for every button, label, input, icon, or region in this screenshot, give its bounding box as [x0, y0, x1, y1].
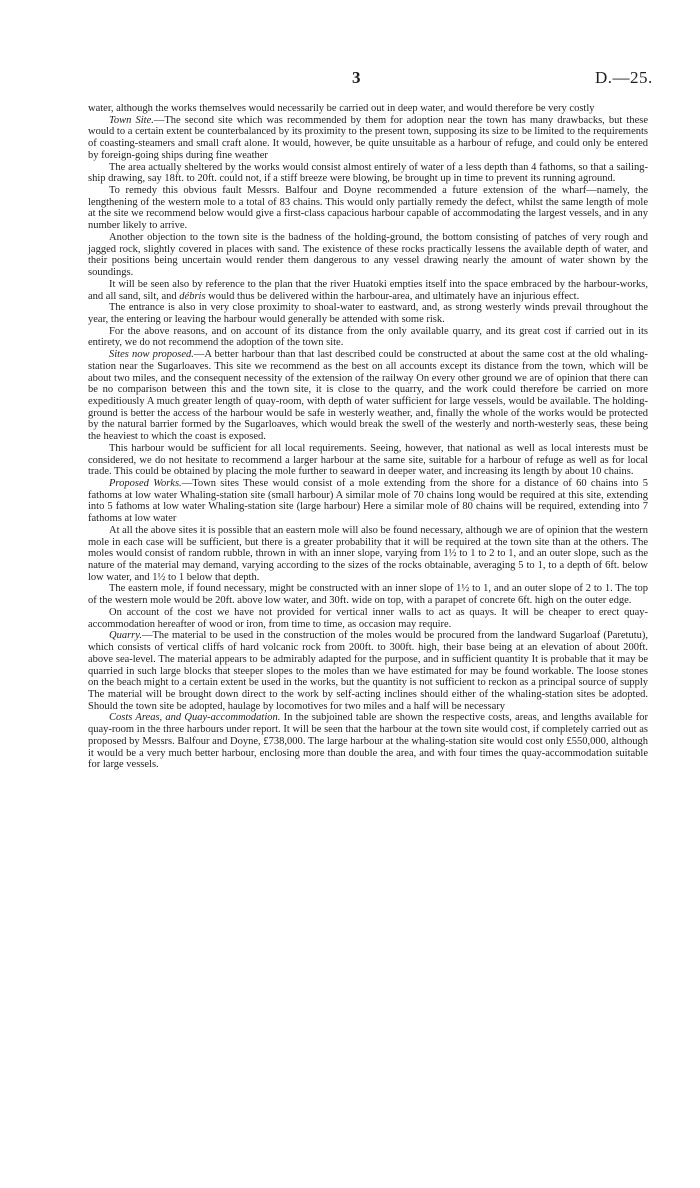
paragraph: [88, 583, 648, 606]
paragraph: [88, 232, 648, 279]
paragraph: [88, 279, 648, 302]
paragraph: [88, 349, 648, 443]
paragraph-text: At all the above sites it is possible that an eastern mole will also be found necessary, although we are of opinion that the western mole in each case will be sufficient, but there is a greater probability that it will be required at the town site than at the others. The moles would consist of random rubble, thrown in with an inner slope, varying from 1½ to 1 to 2 to 1, and an outer slope, such as the nature of the material may demand, varying according to the sizes of the rocks obtainable, averaging 5 to 1, to a depth of 6ft. below low water, and 1½ to 1 below that depth.: [88, 524, 648, 583]
paragraph-text: —Town sites These would consist of a mole extending from the shore for a distance of 60 chains into 5 fathoms at low water Whaling-station site (small harbour) A similar mole of 70 chains long would be required at this site, extending into 5 fathoms at low water Whaling-station site (large harbour) Here a similar mole of 80 chains will be required, extending into 7 fathoms at low water: [88, 478, 648, 525]
paragraph: [88, 630, 648, 712]
paragraph-text: would thus be delivered within the harbour-area, and ultimately have an injurious effect.: [205, 290, 580, 302]
paragraph-text: The entrance is also in very close proximity to shoal-water to eastward, and, as strong westerly winds prevail throughout the year, the entering or leaving the harbour would generally be attended with some risk.: [88, 302, 648, 325]
side-heading: Proposed Works.: [109, 478, 182, 489]
paragraph-text: —The material to be used in the construction of the moles would be procured from the landward Sugarloaf (Paretutu), which consists of vertical cliffs of hard volcanic rock from 200ft. to 300ft. high, their base being at an elevation of about 200ft. above sea-level. The material appears to be admirably adapted for the purpose, and in sufficient quantity It is probable that it may be quarried in such large blocks that steeper slopes to the moles than we have estimated for may be found workable. The loose stones on the beach might to a certain extent be used in the works, but the quantity is not sufficient to reckon as a principal source of supply The material will be brought down direct to the work by self-acting inclines should either of the whaling-station sites be adopted. Should the town site be adopted, haulage by locomotives for two miles and a half will be necessary: [88, 630, 648, 712]
page-number: 3: [352, 68, 361, 87]
paragraph: [88, 525, 648, 584]
paragraph-text: It will be seen also by reference to the plan that the river Huatoki empties itself into the space embraced by the harbour-works, and all sand, silt, and: [88, 278, 648, 302]
side-heading: Costs Areas, and Quay-accommodation.: [109, 712, 281, 724]
paragraph: [88, 607, 648, 630]
paragraph: [88, 103, 648, 115]
side-heading: Town Site.: [109, 114, 154, 126]
italic-word: débris: [179, 290, 206, 302]
page-header: [0, 68, 700, 92]
side-heading: Sites now proposed.: [109, 349, 194, 361]
document-reference: D.—25.: [595, 68, 653, 87]
paragraph-text: For the above reasons, and on account of its distance from the only available quarry, and its great cost if carried out in its entirety, we do not recommend the adoption of the town site.: [88, 325, 648, 349]
paragraph-text: The area actually sheltered by the works would consist almost entirely of water of a less depth than 4 fathoms, so that a sailing-ship drawing, say 18ft. to 20ft. could not, if a stiff breeze were blowing, be brought up in time to prevent its running aground.: [88, 161, 648, 185]
paragraph: [88, 185, 648, 232]
paragraph-text: The eastern mole, if found necessary, might be constructed with an inner slope of 1½ to 1, and an outer slope of 2 to 1. The top of the western mole would be 20ft. above low water, and 30ft. wide on top, with a parapet of concrete 6ft. high on the outer edge.: [88, 583, 648, 607]
paragraph-text: Another objection to the town site is the badness of the holding-ground, the bottom consisting of patches of very rough and jagged rock, slightly covered in places with sand. The existence of these rocks practically lessens the available depth of water, and their positions being uncertain would render them dangerous to any vessel drawing nearly the amount of water shown by the soundings.: [88, 231, 648, 279]
paragraph-text: —A better harbour than that last described could be constructed at about the same cost at the old whaling-station near the Sugarloaves. This site we recommend as the best on all accounts except its distance from the town, which will be about two miles, and the consequent necessity of the extension of the railway On every other ground we are of opinion that there can be no comparison between this and the town site, it is close to the quarry, and the work could therefore be carried on more expeditiously A much greater length of quay-room, with depth of water sufficient for large vessels, would be available. The holding-ground is better the access of the harbour would be safe in westerly weather, and, finally the whole of the works would be protected by the natural barrier formed by the Sugarloaves, which would break the swell of the westerly and north-westerly seas, these being the heaviest to which the coast is exposed.: [88, 349, 648, 443]
paragraph-text: —The second site which was recommended by them for adoption near the town has many drawbacks, but these would to a certain extent be counterbalanced by its proximity to the present town, supposing its size to be limited to the requirements of coasting-steamers and small craft alone. It would, however, be quite unsuitable as a harbour of refuge, and could only be entered by foreign-going ships during fine weather: [88, 114, 649, 161]
paragraph-text: To remedy this obvious fault Messrs. Balfour and Doyne recommended a future extension of the wharf—namely, the lengthening of the western mole to a total of 83 chains. This would only partially remedy the defect, whilst the same length of mole at the site we recommend below would give a first-class capacious harbour capable of accommodating the largest vessels, and in any number likely to arrive.: [88, 185, 648, 232]
paragraph: [88, 162, 648, 185]
paragraph-text: On account of the cost we have not provided for vertical inner walls to act as quays. It will be cheaper to erect quay-accommodation hereafter of wood or iron, from time to time, as occasion may require.: [88, 606, 648, 630]
side-heading: Quarry.: [109, 630, 142, 642]
body-text: [88, 103, 648, 771]
paragraph-text: In the subjoined table are shown the respective costs, areas, and lengths available for quay-room in the three harbours under report. It will be seen that the harbour at the town site would cost, if completely carried out as proposed by Messrs. Balfour and Doyne, £738,000. The large harbour at the whaling-station site would cost only £550,000, although it would be a very much better harbour, enclosing more than double the area, and with four times the quay-accommodation suitable for large vessels.: [88, 712, 648, 771]
paragraph: [88, 478, 648, 525]
paragraph: [88, 115, 648, 162]
paragraph-text: This harbour would be sufficient for all local requirements. Seeing, however, that national as well as local interests must be considered, we do not hesitate to recommend a larger harbour at the same site, suitable for a harbour of refuge as well as for local trade. This could be obtained by placing the mole further to seaward in deeper water, and increasing its length by about 10 chains.: [88, 442, 648, 478]
paragraph: [88, 302, 648, 325]
paragraph-text: water, although the works themselves would necessarily be carried out in deep water, and would therefore be very costly: [88, 103, 595, 114]
paragraph: [88, 712, 648, 771]
paragraph: [88, 326, 648, 349]
paragraph: [88, 443, 648, 478]
